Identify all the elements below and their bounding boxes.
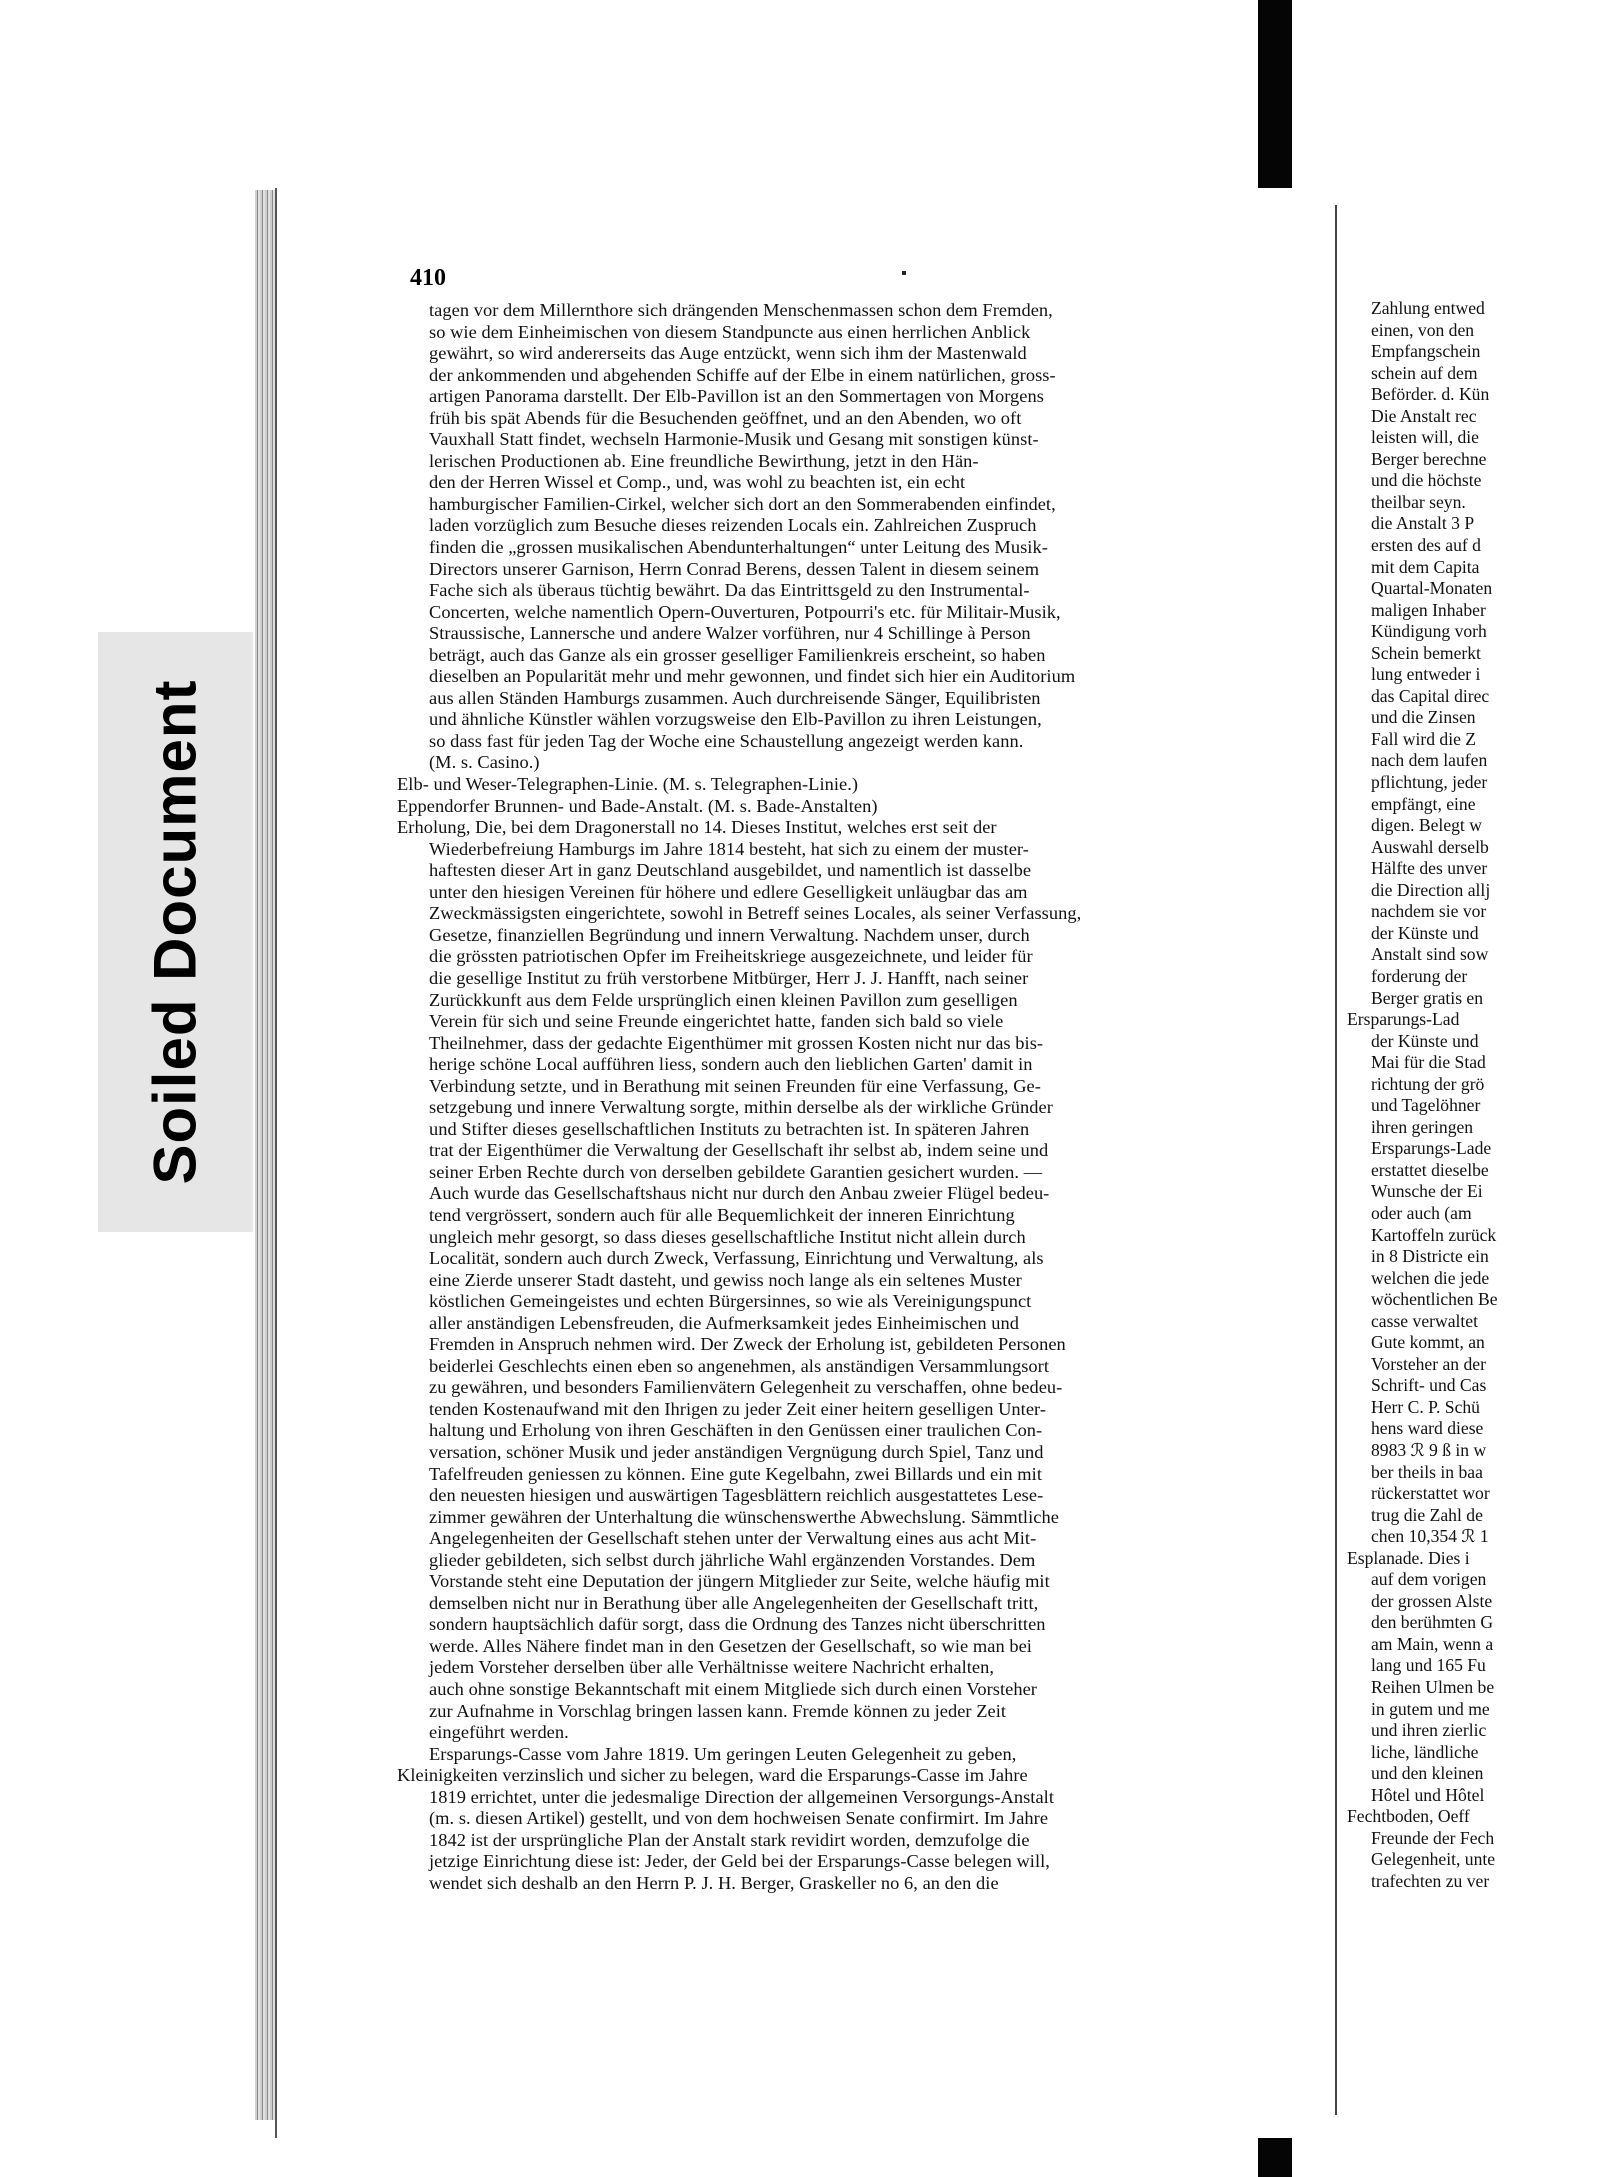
right-page-line: schein auf dem	[1371, 362, 1478, 383]
right-page-line: Beförder. d. Kün	[1371, 384, 1490, 405]
left-page-line: die grössten patriotischen Opfer im Freiheitskriege ausgezeichnete, und leider für	[429, 946, 1033, 967]
right-page-line: der grossen Alste	[1371, 1590, 1493, 1611]
right-page-line: Auswahl derselb	[1371, 836, 1489, 857]
right-page-line: Mai für die Stad	[1371, 1052, 1486, 1073]
left-page-line: Verein für sich und seine Freunde eingerichtet hatte, fanden sich bald so viele	[429, 1011, 1004, 1032]
right-page-line: Esplanade. Dies i	[1347, 1547, 1470, 1568]
left-page-line: den der Herren Wissel et Comp., und, was wohl zu beachten ist, ein echt	[429, 472, 966, 493]
left-page-line: (m. s. diesen Artikel) gestellt, und von dem hochweisen Senate confirmirt. Im Jahre	[429, 1808, 1049, 1829]
left-page-line: Straussische, Lannersche und andere Walzer vorführen, nur 4 Schillinge à Person	[429, 623, 1031, 644]
left-page-line: die gesellige Institut zu früh verstorbene Mitbürger, Herr J. J. Hanfft, nach seiner	[429, 967, 1029, 988]
right-page-line: rückerstattet wor	[1371, 1483, 1490, 1504]
right-page-line: liche, ländliche	[1371, 1741, 1479, 1762]
left-page-line: haftesten dieser Art in ganz Deutschland ausgebildet, und namentlich ist dasselbe	[429, 860, 1032, 881]
left-page	[275, 188, 1337, 2138]
right-page-line: Schein bemerkt	[1371, 642, 1481, 663]
right-page-line: und ihren zierlic	[1371, 1720, 1487, 1741]
right-page-line: ber theils in baa	[1371, 1461, 1483, 1482]
left-page-line: beiderlei Geschlechts einen eben so angenehmen, als anständigen Versammlungsort	[429, 1355, 1050, 1376]
left-page-line: haltung und Erholung von ihren Geschäften in den Genüssen einer traulichen Con-	[429, 1420, 1043, 1441]
left-page-line: auch ohne sonstige Bekanntschaft mit einem Mitgliede sich durch einen Vorsteher	[429, 1679, 1037, 1699]
left-page-line: seiner Erben Rechte durch von derselben gebildete Garantien gesichert wurden. —	[429, 1161, 1043, 1182]
right-page-line: trafechten zu ver	[1371, 1870, 1490, 1891]
right-page-line: Schrift- und Cas	[1371, 1375, 1487, 1396]
left-page-line: setzgebung und innere Verwaltung sorgte, mithin derselbe als der wirkliche Gründer	[429, 1097, 1053, 1118]
left-page-line: Zurückkunft aus dem Felde ursprünglich einen kleinen Pavillon zum geselligen	[429, 989, 1018, 1010]
right-page-line: ersten des auf d	[1371, 535, 1481, 556]
right-page-line: mit dem Capita	[1371, 556, 1480, 577]
right-page-body	[1347, 298, 1600, 1892]
right-page-line: in 8 Districte ein	[1371, 1246, 1489, 1267]
right-page-line: der Künste und	[1371, 922, 1479, 943]
left-page-line: köstlichen Gemeingeistes und echten Bürgersinnes, so wie als Vereinigungspunct	[429, 1291, 1032, 1312]
left-page-line: Theilnehmer, dass der gedachte Eigenthümer mit grossen Kosten nicht nur das bis-	[429, 1032, 1044, 1053]
left-page-line: finden die „grossen musikalischen Abendunterhaltungen“ unter Leitung des Musik-	[429, 537, 1048, 558]
right-page-line: und die höchste	[1371, 470, 1482, 491]
right-page-line: maligen Inhaber	[1371, 599, 1486, 620]
left-page-line: wendet sich deshalb an den Herrn P. J. H. Berger, Graskeller no 6, an den die	[429, 1872, 999, 1893]
right-page-line: Anstalt sind sow	[1371, 944, 1489, 965]
left-page-line: Elb- und Weser-Telegraphen-Linie. (M. s. Telegraphen-Linie.)	[397, 774, 859, 795]
left-page-line: beträgt, auch das Ganze als ein grosser geselliger Familienkreis erscheint, so haben	[429, 644, 1046, 665]
left-page-line: werde. Alles Nähere findet man in den Gesetzen der Gesellschaft, so wie man bei	[429, 1635, 1032, 1656]
left-page-line: (M. s. Casino.)	[429, 752, 540, 773]
left-page-line: aller anständigen Lebensfreuden, die Aufmerksamkeit jedes Einheimischen und	[429, 1312, 1020, 1333]
right-page-line: oder auch (am	[1371, 1202, 1472, 1223]
left-page-line: eine Zierde unserer Stadt dasteht, und gewiss noch lange als ein seltenes Muster	[429, 1269, 1022, 1290]
right-page-line: Kündigung vorh	[1371, 621, 1487, 642]
left-page-line: ungleich mehr gesorgt, so dass dieses gesellschaftliche Institut nicht allein durch	[429, 1226, 1026, 1247]
right-page-line: und Tagelöhner	[1371, 1095, 1481, 1116]
right-page-line: Ersparungs-Lad	[1347, 1009, 1460, 1030]
right-page-line: leisten will, die	[1371, 427, 1479, 448]
left-page-line: Erholung, Die, bei dem Dragonerstall no 14. Dieses Institut, welches erst seit der	[397, 817, 997, 838]
left-page-line: 1842 ist der ursprüngliche Plan der Anstalt stark revidirt worden, demzufolge die	[429, 1829, 1030, 1850]
right-page-line: der Künste und	[1371, 1030, 1479, 1051]
left-page-line: Ersparungs-Casse vom Jahre 1819. Um geringen Leuten Gelegenheit zu geben,	[429, 1743, 1017, 1764]
left-page-line: und Stifter dieses gesellschaftlichen Instituts zu betrachten ist. In späteren Jahren	[429, 1118, 1030, 1139]
right-page-line: lang und 165 Fu	[1371, 1655, 1486, 1676]
right-page-line: Empfangschein	[1371, 341, 1481, 362]
left-page-line: Concerten, welche namentlich Opern-Ouverturen, Potpourri's etc. für Militair-Musik,	[429, 601, 1061, 622]
left-page-line: Vorstande steht eine Deputation der jüngern Mitglieder zur Seite, welche häufig mit	[429, 1571, 1050, 1592]
left-page-line: zimmer gewähren der Unterhaltung die wünschenswerthe Abwechslung. Sämmtliche	[429, 1506, 1059, 1527]
left-page-line: 1819 errichtet, unter die jedesmalige Direction der allgemeinen Versorgungs-Anstalt	[429, 1786, 1054, 1807]
right-page-line: und den kleinen	[1371, 1763, 1484, 1784]
right-page-line: trug die Zahl de	[1371, 1504, 1483, 1525]
left-page-line: jetzige Einrichtung diese ist: Jeder, der Geld bei der Ersparungs-Casse belegen will,	[429, 1851, 1050, 1872]
right-page-line: wöchentlichen Be	[1371, 1289, 1498, 1310]
left-page-line: tend vergrössert, sondern auch für alle Bequemlichkeit der inneren Einrichtung	[429, 1204, 1015, 1225]
left-page-line: lerischen Productionen ab. Eine freundliche Bewirthung, jetzt in den Hän-	[429, 450, 979, 471]
left-page-line: aus allen Ständen Hamburgs zusammen. Auch durchreisende Sänger, Equilibristen	[429, 687, 1041, 708]
left-page-line: früh bis spät Abends für die Besuchenden geöffnet, und an den Abenden, wo oft	[429, 407, 1022, 428]
right-page-line: digen. Belegt w	[1371, 815, 1482, 836]
left-page-line: gewährt, so wird andererseits das Auge entzückt, wenn sich ihm der Mastenwald	[429, 343, 1027, 364]
left-page-line: eingeführt werden.	[429, 1722, 569, 1743]
right-page-line: nachdem sie vor	[1371, 901, 1487, 922]
right-page-fragment	[1335, 205, 1600, 2115]
left-page-line: Gesetze, finanziellen Begründung und innern Verwaltung. Nachdem unser, durch	[429, 924, 1030, 945]
left-page-line: den neuesten hiesigen und auswärtigen Tagesblättern reichlich ausgestattetes Lese-	[429, 1485, 1044, 1506]
page-number: 410	[410, 265, 446, 291]
right-page-line: erstattet dieselbe	[1371, 1159, 1489, 1180]
left-page-line: hamburgischer Familien-Cirkel, welcher sich dort an den Sommerabenden einfindet,	[429, 493, 1056, 514]
left-page-line: Zweckmässigsten eingerichtete, sowohl in Betreff seines Locales, als seiner Verfassung,	[429, 903, 1082, 924]
right-page-line: in gutem und me	[1371, 1698, 1490, 1719]
left-page-line: sondern hauptsächlich dafür sorgt, dass die Ordnung des Tanzes nicht überschritten	[429, 1614, 1046, 1635]
right-page-line: Berger gratis en	[1371, 987, 1484, 1008]
left-page-line: Localität, sondern auch durch Zweck, Verfassung, Einrichtung und Verwaltung, als	[429, 1248, 1044, 1269]
right-page-line: chen 10,354 ℛ 1	[1371, 1526, 1489, 1547]
left-page-line: und ähnliche Künstler wählen vorzugsweise den Elb-Pavillon zu ihren Leistungen,	[429, 709, 1042, 730]
right-page-line: Ersparungs-Lade	[1371, 1138, 1492, 1159]
left-page-line: Kleinigkeiten verzinslich und sicher zu belegen, ward die Ersparungs-Casse im Jahre	[397, 1765, 1028, 1786]
right-page-line: Zahlung entwed	[1371, 298, 1485, 318]
left-page-line: laden vorzüglich zum Besuche dieses reizenden Locals ein. Zahlreichen Zuspruch	[429, 515, 1037, 536]
left-page-line: zu gewähren, und besonders Familienvätern Gelegenheit zu verschaffen, ohne bedeu-	[429, 1377, 1063, 1398]
right-page-line: Fechtboden, Oeff	[1347, 1806, 1470, 1827]
right-page-line: empfängt, eine	[1371, 793, 1476, 814]
right-page-line: Wunsche der Ei	[1371, 1181, 1483, 1202]
right-page-line: Quartal-Monaten	[1371, 578, 1493, 599]
left-page-line: artigen Panorama darstellt. Der Elb-Pavillon ist an den Sommertagen von Morgens	[429, 386, 1044, 407]
left-page-line: zur Aufnahme in Vorschlag bringen lassen kann. Fremde können zu jeder Zeit	[429, 1700, 1007, 1721]
left-page-line: jedem Vorsteher derselben über alle Verhältnisse weitere Nachricht erhalten,	[429, 1657, 994, 1678]
right-page-line: Reihen Ulmen be	[1371, 1677, 1495, 1697]
right-page-line: Berger berechne	[1371, 448, 1487, 469]
left-page-line: Eppendorfer Brunnen- und Bade-Anstalt. (M. s. Bade-Anstalten)	[397, 795, 878, 816]
left-page-body	[397, 300, 1227, 1894]
right-page-line: Hôtel und Hôtel	[1371, 1784, 1485, 1805]
left-page-line: Wiederbefreiung Hamburgs im Jahre 1814 besteht, hat sich zu einem der muster-	[429, 838, 1029, 859]
right-page-line: auf dem vorigen	[1371, 1569, 1487, 1590]
left-page-line: Vauxhall Statt findet, wechseln Harmonie-Musik und Gesang mit sonstigen künst-	[429, 429, 1039, 450]
right-page-line: Gelegenheit, unte	[1371, 1849, 1496, 1870]
left-page-line: Tafelfreuden geniessen zu können. Eine gute Kegelbahn, zwei Billards und ein mit	[429, 1463, 1042, 1484]
left-page-line: so dass fast für jeden Tag der Woche eine Schaustellung angezeigt werden kann.	[429, 730, 1024, 751]
right-page-line: welchen die jede	[1371, 1267, 1490, 1288]
soiled-document-label: Soiled Document	[141, 679, 209, 1185]
left-page-line: Auch wurde das Gesellschaftshaus nicht nur durch den Anbau zweier Flügel bedeu-	[429, 1183, 1050, 1204]
left-page-line: dieselben an Popularität mehr und mehr gewonnen, und findet sich hier ein Auditorium	[429, 666, 1076, 687]
right-page-line: nach dem laufen	[1371, 750, 1488, 771]
right-page-line: das Capital direc	[1371, 685, 1490, 706]
left-page-line: der ankommenden und abgehenden Schiffe auf der Elbe in einem natürlichen, gross-	[429, 364, 1056, 385]
left-page-line: unter den hiesigen Vereinen für höhere und edlere Geselligkeit unläugbar das am	[429, 881, 1028, 902]
right-page-line: Gute kommt, an	[1371, 1332, 1485, 1353]
right-page-line: richtung der grö	[1371, 1073, 1485, 1094]
right-page-line: Fall wird die Z	[1371, 728, 1477, 749]
right-page-line: einen, von den	[1371, 319, 1475, 340]
left-page-line: herige schöne Local aufführen liess, sondern auch den lieblichen Garten' damit in	[429, 1054, 1033, 1075]
left-page-line: Angelegenheiten der Gesellschaft stehen unter der Verwaltung eines aus acht Mit-	[429, 1528, 1037, 1549]
right-page-line: casse verwaltet	[1371, 1310, 1478, 1331]
right-page-line: Vorsteher an der	[1371, 1353, 1486, 1374]
right-page-line: den berühmten G	[1371, 1612, 1494, 1633]
page-stack-edge	[255, 190, 275, 2120]
right-page-line: theilbar seyn.	[1371, 491, 1466, 512]
left-page-line: trat der Eigenthümer die Verwaltung der Gesellschaft ihr selbst ab, indem seine und	[429, 1140, 1049, 1161]
left-page-line: so wie dem Einheimischen von diesem Standpuncte aus einen herrlichen Anblick	[429, 321, 1031, 342]
left-page-line: Fache sich als überaus tüchtig bewährt. Da das Eintrittsgeld zu den Instrumental-	[429, 580, 1030, 601]
left-page-line: demselben nicht nur in Berathung über alle Angelegenheiten der Gesellschaft tritt,	[429, 1592, 1039, 1613]
right-page-line: Freunde der Fech	[1371, 1827, 1495, 1848]
right-page-line: hens ward diese	[1371, 1418, 1484, 1439]
right-page-line: Kartoffeln zurück	[1371, 1224, 1497, 1245]
right-page-line: 8983 ℛ 9 ß in w	[1371, 1439, 1487, 1460]
left-page-line: versation, schöner Musik und jeder anständigen Vergnügung durch Spiel, Tanz und	[429, 1441, 1044, 1462]
right-page-line: die Direction allj	[1371, 879, 1491, 900]
right-page-line: und die Zinsen	[1371, 707, 1476, 728]
right-page-line: pflichtung, jeder	[1371, 772, 1488, 793]
right-page-line: forderung der	[1371, 965, 1468, 986]
right-page-line: lung entweder i	[1371, 664, 1481, 685]
print-dot	[902, 271, 906, 275]
left-page-line: glieder gebildeten, sich selbst durch jährliche Wahl ergänzenden Vorstandes. Dem	[429, 1549, 1036, 1570]
right-page-line: Die Anstalt rec	[1371, 405, 1477, 426]
left-page-line: Directors unserer Garnison, Herrn Conrad Berens, dessen Talent in diesem seinem	[429, 558, 1040, 579]
right-page-line: die Anstalt 3 P	[1371, 513, 1475, 534]
left-page-line: Fremden in Anspruch nehmen wird. Der Zweck der Erholung ist, gebildeten Personen	[429, 1334, 1066, 1355]
right-page-line: Herr C. P. Schü	[1371, 1396, 1480, 1417]
left-page-line: Verbindung setzte, und in Berathung mit seinen Freunden für eine Verfassung, Ge-	[429, 1075, 1041, 1096]
left-page-line: tenden Kostenaufwand mit den Ihrigen zu jeder Zeit einer heitern geselligen Unter-	[429, 1398, 1047, 1419]
right-page-line: ihren geringen	[1371, 1116, 1474, 1137]
right-page-line: Hälfte des unver	[1371, 858, 1488, 879]
left-page-line: tagen vor dem Millernthore sich drängenden Menschenmassen schon dem Fremden,	[429, 300, 1053, 320]
right-page-line: am Main, wenn a	[1371, 1633, 1494, 1654]
